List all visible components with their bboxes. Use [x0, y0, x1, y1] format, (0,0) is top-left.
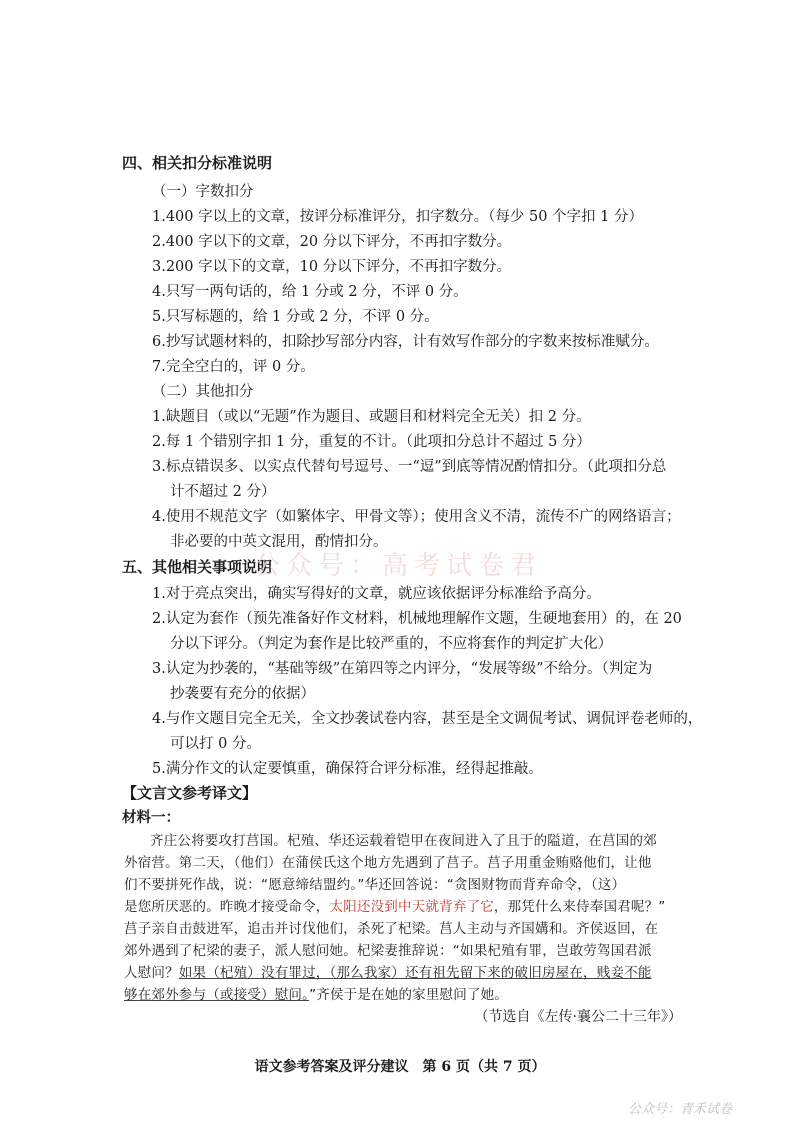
rule-item: 6.抄写试题材料的，扣除抄写部分内容，计有效写作部分的字数来按标准赋分。 — [152, 334, 659, 350]
rule-item: 4.使用不规范文字（如繁体字、甲骨文等）；使用含义不清，流传不广的网络语言； — [152, 509, 681, 525]
watermark-text: 公众号：高考试卷君 — [254, 551, 543, 581]
translation-text: ，那凭什么来侍奉国君呢？” — [493, 899, 666, 915]
rule-item-continuation: 计不超过 2 分） — [170, 484, 276, 500]
translation-line: 外宿营。第二天，（他们）在蒲侯氏这个地方先遇到了莒子。莒子用重金贿赂他们，让他 — [124, 855, 652, 871]
translation-underlined: 够在郊外参与（或接受）慰问。 — [124, 987, 310, 1003]
material-label: 材料一： — [122, 810, 180, 826]
rule-item: 1.对于亮点突出，确实写得好的文章，就应该依据评分标准给予高分。 — [152, 586, 601, 602]
rule-item: 2.认定为套作（预先准备好作文材料，机械地理解作文题，生硬地套用）的，在 20 — [152, 611, 682, 627]
translation-title: 【文言文参考译文】 — [122, 784, 258, 802]
rule-item: 5.只写标题的，给 1 分或 2 分，不评 0 分。 — [152, 309, 439, 325]
subsection-word-count: （一）字数扣分 — [152, 184, 254, 200]
rule-item: 1.400 字以上的文章，按评分标准评分，扣字数分。（每少 50 个字扣 1 分） — [152, 209, 643, 225]
translation-line: 郊外遇到了杞梁的妻子，派人慰问她。杞梁妻推辞说：“如果杞殖有罪，岂敢劳驾国君派 — [124, 943, 652, 959]
translation-text: 是您所厌恶的。昨晚才接受命令， — [124, 899, 330, 915]
rule-item: 3.标点错误多、以实点代替句号逗号、一“逗”到底等情况酌情扣分。（此项扣分总 — [152, 459, 667, 475]
rule-item-continuation: 抄袭要有充分的依据） — [170, 686, 315, 702]
rule-item: 4.只写一两句话的，给 1 分或 2 分，不评 0 分。 — [152, 284, 468, 300]
translation-underlined: 如果（杞殖）没有罪过，（那么我家）还有祖先留下来的破旧房屋在，贱妾不能 — [178, 965, 652, 981]
translation-text: ”齐侯于是在她的家里慰问了她。 — [309, 987, 509, 1003]
translation-line — [124, 961, 652, 981]
rule-item-continuation: 分以下评分。（判定为套作是比较严重的，不应将套作的判定扩大化） — [170, 636, 613, 652]
translation-line: 莒子亲自击鼓进军，追击并讨伐他们，杀死了杞梁。莒人主动与齐国媾和。齐侯返回，在 — [124, 921, 659, 937]
rule-item: 2.400 字以下的文章，20 分以下评分，不再扣字数分。 — [152, 234, 512, 250]
rule-item-continuation: 可以打 0 分。 — [170, 736, 261, 752]
rule-item: 4.与作文题目完全无关，全文抄袭试卷内容，甚至是全文调侃考试、调侃评卷老师的， — [152, 711, 703, 727]
subsection-other-deductions: （二）其他扣分 — [152, 384, 254, 400]
translation-line: 齐庄公将要攻打莒国。杞殖、华还运载着铠甲在夜间进入了且于的隘道，在莒国的郊 — [150, 833, 657, 849]
translation-line: 们不要拼死作战，说：“愿意缔结盟约。”华还回答说：“贪图财物而背弃命令，（这） — [124, 877, 626, 893]
rule-item: 7.完全空白的，评 0 分。 — [152, 359, 315, 375]
rule-item: 5.满分作文的认定要慎重，确保符合评分标准，经得起推敲。 — [152, 761, 543, 777]
page-footer: 语文参考答案及评分建议 第 6 页（共 7 页） — [254, 1059, 546, 1075]
rule-item: 3.认定为抄袭的，“基础等级”在第四等之内评分，“发展等级”不给分。（判定为 — [152, 661, 653, 677]
rule-item: 3.200 字以下的文章，10 分以下评分，不再扣字数分。 — [152, 259, 512, 275]
translation-line — [124, 983, 508, 1003]
rule-item-continuation: 非必要的中英文混用，酌情扣分。 — [170, 534, 388, 550]
rule-item: 2.每 1 个错别字扣 1 分，重复的不计。（此项扣分总计不超过 5 分） — [152, 434, 591, 450]
source-citation: （节选自《左传·襄公二十三年》） — [474, 1009, 682, 1025]
section-4-title: 四、相关扣分标准说明 — [122, 154, 273, 172]
section-5-title: 五、其他相关事项说明 — [122, 558, 273, 576]
rule-item: 1.缺题目（或以“无题”作为题目、或题目和材料完全无关）扣 2 分。 — [152, 409, 591, 425]
translation-highlight: 太阳还没到中天就背弃了它 — [329, 899, 494, 915]
translation-text: 人慰问？ — [124, 965, 179, 981]
translation-line — [124, 895, 666, 915]
corner-watermark: 公众号：青禾试卷 — [628, 1102, 733, 1117]
